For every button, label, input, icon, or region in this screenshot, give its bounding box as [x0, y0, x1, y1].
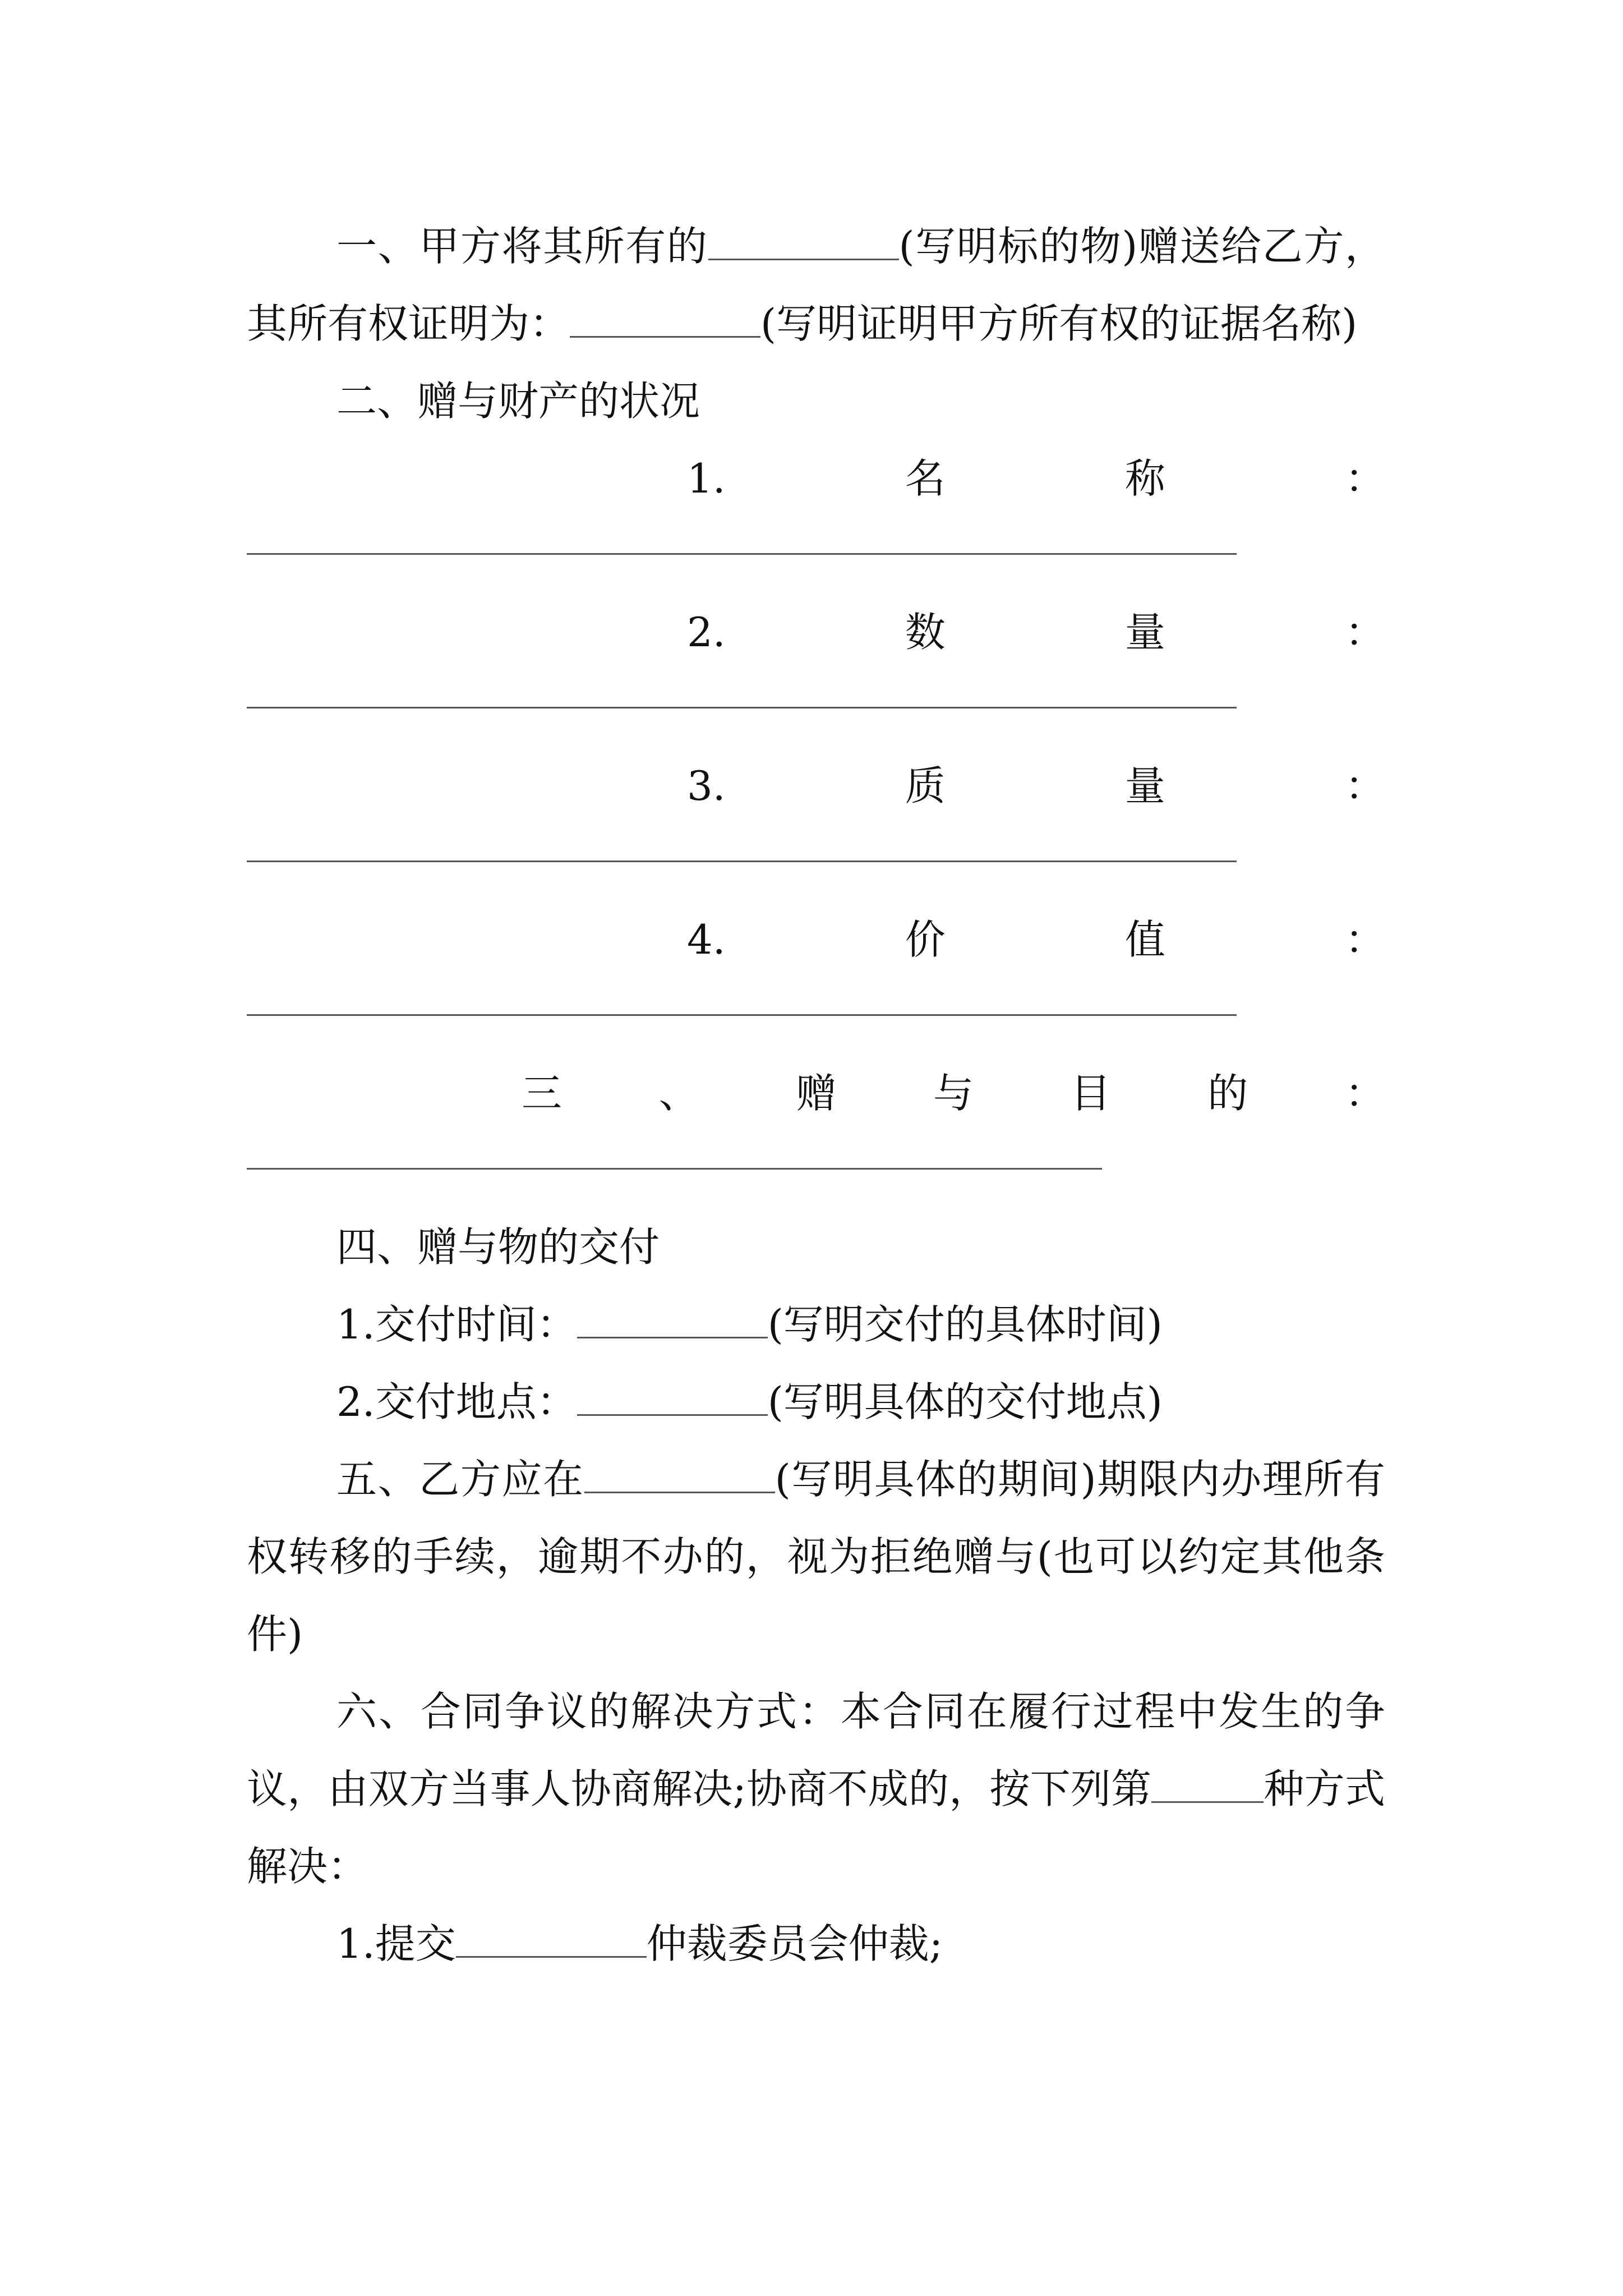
delivery-time-note: (写明交付的具体时间): [767, 1301, 1163, 1348]
item-number: 3.: [687, 762, 726, 809]
arbitration-option-text: 仲裁委员会仲裁;: [646, 1920, 943, 1967]
heading-char: 赠: [796, 1070, 837, 1117]
clause-1: [247, 208, 1385, 362]
arbitration-committee-blank: [456, 1922, 647, 1958]
delivery-place-blank: [577, 1381, 768, 1416]
item-char: 称: [1124, 455, 1165, 502]
delivery-time-label: 1.交付时间：: [336, 1301, 577, 1348]
clause-3-heading: [247, 1055, 1385, 1132]
property-item-quantity: [247, 593, 1385, 671]
item-char: 量: [1124, 609, 1165, 656]
clause-1-blank-proof: [570, 302, 760, 338]
clause-5-text-b: (写明具体的期间)期限内办理所有权转移的手续，逾期不办的，视为拒绝赠与(也可以约定其他条件): [247, 1456, 1385, 1658]
clause-6-text-a: 六、合同争议的解决方式：本合同在履行过程中发生的争议，由双方当事人协商解决;协商不成的，按下列第: [247, 1688, 1385, 1812]
item-char: 量: [1124, 762, 1165, 809]
clause-6-blank-option: [1151, 1768, 1264, 1803]
item-number: 2.: [687, 609, 726, 656]
item-colon: ：: [1344, 455, 1385, 502]
fill-line: [247, 517, 1385, 593]
clause-5: [247, 1441, 1385, 1673]
item-colon: ：: [1344, 609, 1385, 656]
delivery-place-label: 2.交付地点：: [336, 1378, 577, 1425]
item-number: 4.: [687, 916, 726, 963]
delivery-time: [247, 1286, 1385, 1363]
fill-line: [247, 1132, 1385, 1208]
item-number: 1.: [687, 455, 726, 502]
item-colon: ：: [1344, 762, 1385, 809]
clause-5-text-a: 五、乙方应在: [336, 1456, 584, 1503]
heading-char: 目: [1070, 1070, 1111, 1117]
heading-char: 三: [522, 1070, 562, 1117]
item-char: 价: [905, 916, 946, 963]
property-item-value: [247, 901, 1385, 978]
arbitration-option: [247, 1905, 1385, 1982]
item-char: 名: [905, 455, 946, 502]
heading-char: 的: [1207, 1070, 1248, 1117]
heading-char: 、: [658, 1070, 699, 1117]
fill-line: [247, 671, 1385, 747]
clause-2-heading: 二、赠与财产的状况: [336, 378, 700, 425]
contract-body: [247, 208, 1385, 1982]
fill-line: [247, 825, 1385, 901]
heading-colon: ：: [1344, 1070, 1385, 1117]
property-item-name: [247, 440, 1385, 517]
item-colon: ：: [1344, 916, 1385, 963]
heading-char: 与: [933, 1070, 974, 1117]
item-char: 值: [1124, 916, 1165, 963]
item-char: 质: [905, 762, 946, 809]
clause-1-blank-object: [708, 225, 899, 260]
clause-5-blank-period: [584, 1458, 775, 1493]
delivery-time-blank: [577, 1303, 768, 1338]
arbitration-option-label: 1.提交: [336, 1920, 456, 1967]
clause-6-text-b: 种方式解决：: [247, 1765, 1385, 1890]
clause-4-heading: 四、赠与物的交付: [336, 1223, 660, 1271]
clause-6: [247, 1673, 1385, 1905]
delivery-place: [247, 1363, 1385, 1441]
clause-1-text-c: (写明证明甲方所有权的证据名称): [760, 300, 1358, 347]
property-item-quality: [247, 747, 1385, 825]
clause-1-text-a: 一、甲方将其所有的: [336, 223, 708, 270]
delivery-place-note: (写明具体的交付地点): [767, 1378, 1163, 1425]
clause-1-text-b: (写明标的物)赠送给乙方，其所有权证明为：: [247, 223, 1385, 347]
item-char: 数: [905, 609, 946, 656]
fill-line: [247, 978, 1385, 1055]
